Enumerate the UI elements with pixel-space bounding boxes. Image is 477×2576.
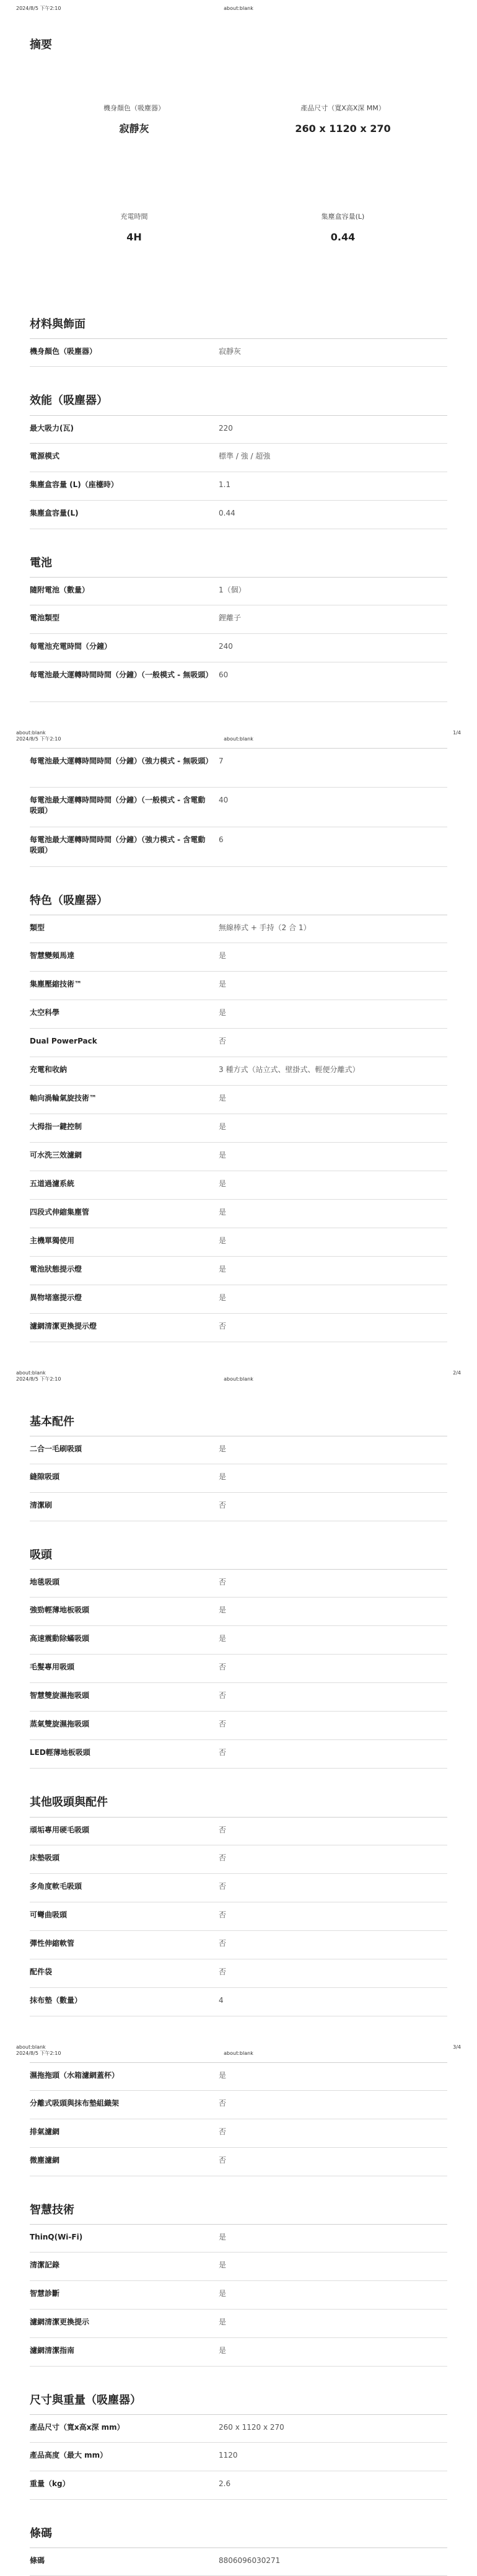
- spec-row: [30, 444, 447, 472]
- spec-key: 蒸氣雙旋濕拖吸頭: [30, 1720, 90, 1729]
- summary-item: [239, 182, 447, 291]
- summary-value: 260 x 1120 x 270: [295, 122, 391, 134]
- summary-title: 摘要: [30, 38, 52, 51]
- spec-key: Dual PowerPack: [30, 1036, 97, 1045]
- print-url: about:blank: [224, 2050, 253, 2056]
- spec-section: [0, 1795, 477, 2016]
- print-header: [0, 0, 477, 14]
- spec-key: 四段式伸縮集塵管: [30, 1207, 90, 1216]
- spec-row: [30, 748, 447, 788]
- spec-key: 毛髮專用吸頭: [30, 1663, 75, 1672]
- spec-row: [30, 2224, 447, 2253]
- spec-key: 床墊吸頭: [30, 1853, 60, 1862]
- spec-row: [30, 2471, 447, 2500]
- section-title: 智慧技術: [30, 2203, 74, 2217]
- spec-key: 智慧雙旋濕拖吸頭: [30, 1691, 90, 1700]
- spec-row: [30, 1902, 447, 1931]
- spec-value: 否: [219, 1720, 227, 1729]
- print-url: about:blank: [224, 1376, 253, 1382]
- spec-value: 否: [219, 2155, 227, 2165]
- spec-key: 五道過濾系統: [30, 1179, 75, 1188]
- spec-key: 濾網清潔更換提示燈: [30, 1321, 97, 1330]
- spec-key: 清潔記錄: [30, 2260, 60, 2269]
- spec-row: [30, 827, 447, 867]
- spec-row: [30, 943, 447, 972]
- spec-row: [30, 1029, 447, 1057]
- spec-value: 是: [219, 1444, 227, 1454]
- spec-value: 0.44: [219, 508, 235, 517]
- spec-value: 否: [219, 1938, 227, 1948]
- spec-row: [30, 415, 447, 444]
- spec-value: 是: [219, 1634, 227, 1643]
- spec-value: 否: [219, 1853, 227, 1862]
- spec-row: [30, 1436, 447, 1464]
- spec-key: 每電池最大運轉時間時間（分鐘）（強力模式 - 含電動吸頭）: [30, 835, 206, 855]
- print-url: about:blank: [16, 1369, 46, 1376]
- spec-key: 分離式吸頭與抹布墊組織架: [30, 2098, 120, 2108]
- spec-row: [30, 1740, 447, 1769]
- spec-value: 是: [219, 2232, 227, 2241]
- spec-key: 異物堵塞提示燈: [30, 1293, 82, 1302]
- spec-key: 縫隙吸頭: [30, 1472, 60, 1482]
- spec-key: 集塵壓縮技術™: [30, 979, 82, 988]
- spec-value: 8806096030271: [219, 2556, 281, 2565]
- spec-row: [30, 1712, 447, 1740]
- spec-key: 每電池最大運轉時間時間（分鐘）（一般模式 - 無吸頭）: [30, 670, 213, 679]
- print-page-number: 2/4: [453, 1369, 461, 1376]
- spec-key: 電源模式: [30, 451, 60, 460]
- summary-label: 機身顏色（吸塵器）: [103, 104, 165, 113]
- summary-value: 寂靜灰: [119, 122, 149, 134]
- spec-value: 是: [219, 1150, 227, 1159]
- spec-section: [0, 2202, 477, 2367]
- spec-value: 是: [219, 2345, 227, 2355]
- spec-value: 是: [219, 979, 227, 988]
- print-url: about:blank: [16, 729, 46, 736]
- spec-value: 240: [219, 641, 233, 651]
- print-url: about:blank: [16, 2044, 46, 2050]
- spec-value: 3 種方式（站立式、壁掛式、輕便分離式）: [219, 1065, 360, 1074]
- spec-section: [0, 2526, 477, 2576]
- spec-value: 是: [219, 2288, 227, 2298]
- spec-section: [0, 555, 477, 702]
- spec-key: 抹布墊（數量）: [30, 1995, 82, 2005]
- spec-row: [30, 1493, 447, 1521]
- spec-row: [30, 1874, 447, 1902]
- spec-value: 220: [219, 423, 233, 433]
- spec-value: 否: [219, 1321, 227, 1330]
- spec-value: 否: [219, 2098, 227, 2108]
- spec-section-continued: [0, 748, 477, 867]
- spec-key: 太空科學: [30, 1008, 60, 1017]
- section-title: 電池: [30, 556, 52, 569]
- summary-item: [239, 74, 447, 182]
- spec-row: [30, 2281, 447, 2310]
- spec-row: [30, 2119, 447, 2148]
- section-title: 尺寸與重量（吸塵器）: [30, 2393, 141, 2407]
- spec-row: [30, 1285, 447, 1314]
- spec-value: 否: [219, 1748, 227, 1757]
- spec-section: [0, 893, 477, 1342]
- spec-section: [0, 393, 477, 529]
- spec-key: 可彎曲吸頭: [30, 1910, 68, 1919]
- spec-value: 6: [219, 835, 224, 844]
- print-date: 2024/8/5 下午2:10: [16, 736, 61, 742]
- spec-value: 是: [219, 1008, 227, 1017]
- spec-row: [30, 1626, 447, 1655]
- summary-value: 4H: [126, 231, 142, 243]
- spec-key: 類型: [30, 923, 45, 932]
- spec-key: 主機單獨使用: [30, 1236, 75, 1245]
- summary-value: 0.44: [330, 231, 356, 243]
- print-date: 2024/8/5 下午2:10: [16, 6, 61, 11]
- spec-value: 標準 / 強 / 超強: [219, 451, 271, 460]
- spec-key: 產品高度（最大 mm）: [30, 2450, 108, 2460]
- spec-value: 是: [219, 1179, 227, 1188]
- summary-grid: [30, 74, 447, 291]
- spec-sections: [0, 317, 477, 2576]
- print-header: [0, 1367, 477, 1388]
- spec-key: 電池類型: [30, 613, 60, 622]
- spec-value: 是: [219, 1606, 227, 1615]
- spec-row: [30, 1655, 447, 1683]
- spec-section: [0, 2393, 477, 2500]
- spec-key: 可水洗三效濾網: [30, 1150, 82, 1159]
- print-header: [0, 2041, 477, 2062]
- spec-section: [0, 1414, 477, 1521]
- spec-row: [30, 1171, 447, 1200]
- section-title: 特色（吸塵器）: [30, 894, 108, 907]
- spec-key: 集塵盒容量 (L)（座檯時）: [30, 480, 118, 489]
- spec-key: 條碼: [30, 2556, 45, 2565]
- spec-value: 否: [219, 2127, 227, 2136]
- spec-value: 否: [219, 1663, 227, 1672]
- spec-row: [30, 1000, 447, 1029]
- spec-value: 60: [219, 670, 229, 679]
- spec-key: 濕拖拖頭（水箱濾網蓋杯）: [30, 2070, 120, 2080]
- summary-label: 產品尺寸（寬X高X深 MM）: [300, 104, 385, 113]
- spec-section: [0, 317, 477, 367]
- print-header: [0, 727, 477, 748]
- spec-row: [30, 2443, 447, 2471]
- spec-key: 強勁輕薄地板吸頭: [30, 1606, 90, 1615]
- spec-value: 是: [219, 1264, 227, 1273]
- summary-label: 集塵盒容量(L): [321, 213, 365, 221]
- spec-key: 多角度軟毛吸頭: [30, 1881, 82, 1891]
- spec-key: 排氣濾網: [30, 2127, 60, 2136]
- spec-row: [30, 2338, 447, 2367]
- section-title: 吸頭: [30, 1549, 52, 1562]
- spec-value: 1.1: [219, 480, 231, 489]
- spec-value: 是: [219, 1207, 227, 1216]
- spec-key: 智慧診斷: [30, 2288, 60, 2298]
- spec-row: [30, 634, 447, 662]
- spec-section-continued: [0, 2062, 477, 2176]
- spec-row: [30, 1464, 447, 1493]
- spec-value: 4: [219, 1995, 224, 2005]
- spec-value: 260 x 1120 x 270: [219, 2422, 284, 2432]
- spec-value: 否: [219, 1691, 227, 1700]
- spec-value: 否: [219, 1036, 227, 1045]
- spec-value: 無線棒式 + 手持（2 合 1）: [219, 923, 311, 932]
- spec-value: 是: [219, 1236, 227, 1245]
- spec-value: 40: [219, 795, 229, 804]
- spec-value: 1（個）: [219, 585, 246, 594]
- spec-key: 大拇指一鍵控制: [30, 1122, 82, 1131]
- spec-row: [30, 1257, 447, 1285]
- spec-row: [30, 1228, 447, 1257]
- spec-row: [30, 2148, 447, 2176]
- spec-value: 否: [219, 1578, 227, 1587]
- spec-key: 隨附電池（數量）: [30, 585, 90, 594]
- spec-row: [30, 472, 447, 501]
- spec-key: 每電池充電時間（分鐘）: [30, 641, 112, 651]
- print-url: about:blank: [224, 736, 253, 742]
- spec-key: 頑垢專用硬毛吸頭: [30, 1825, 90, 1834]
- section-title: 材料與飾面: [30, 318, 85, 332]
- spec-value: 是: [219, 951, 227, 960]
- spec-value: 寂靜灰: [219, 347, 242, 356]
- spec-row: [30, 2547, 447, 2576]
- spec-section: [0, 1547, 477, 1769]
- spec-row: [30, 972, 447, 1000]
- spec-row: [30, 662, 447, 702]
- spec-key: 最大吸力(瓦): [30, 423, 74, 433]
- spec-value: 是: [219, 2317, 227, 2326]
- section-title: 效能（吸塵器）: [30, 394, 108, 408]
- print-page-number: 3/4: [453, 2044, 461, 2050]
- print-url: about:blank: [224, 6, 253, 11]
- spec-row: [30, 501, 447, 529]
- spec-key: 重量（kg）: [30, 2479, 70, 2488]
- spec-key: 智慧變頻馬達: [30, 951, 75, 960]
- print-date: 2024/8/5 下午2:10: [16, 2050, 61, 2056]
- spec-key: 電池狀態提示燈: [30, 1264, 82, 1273]
- section-title: 條碼: [30, 2526, 52, 2540]
- spec-value: 是: [219, 1122, 227, 1131]
- print-date: 2024/8/5 下午2:10: [16, 1376, 61, 1382]
- spec-value: 否: [219, 1910, 227, 1919]
- spec-key: 濾網清潔指南: [30, 2345, 75, 2355]
- spec-value: 否: [219, 1825, 227, 1834]
- spec-value: 是: [219, 2070, 227, 2080]
- spec-value: 否: [219, 1881, 227, 1891]
- spec-row: [30, 1057, 447, 1086]
- spec-row: [30, 1959, 447, 1988]
- spec-row: [30, 1114, 447, 1143]
- spec-value: 否: [219, 1501, 227, 1510]
- spec-value: 是: [219, 1093, 227, 1102]
- section-title: 基本配件: [30, 1415, 74, 1428]
- spec-key: ThinQ(Wi-Fi): [30, 2232, 83, 2241]
- spec-key: 充電和收納: [30, 1065, 68, 1074]
- spec-row: [30, 1845, 447, 1874]
- spec-row: [30, 915, 447, 943]
- spec-key: 每電池最大運轉時間時間（分鐘）（一般模式 - 含電動吸頭）: [30, 795, 206, 815]
- spec-key: 集塵盒容量(L): [30, 508, 79, 517]
- spec-value: 是: [219, 1472, 227, 1482]
- spec-row: [30, 2091, 447, 2119]
- summary-label: 充電時間: [120, 213, 148, 221]
- spec-key: 濾網清潔更換提示: [30, 2317, 90, 2326]
- spec-value: 7: [219, 756, 224, 765]
- spec-row: [30, 2414, 447, 2443]
- spec-row: [30, 2062, 447, 2091]
- spec-row: [30, 1598, 447, 1626]
- spec-key: 清潔刷: [30, 1501, 53, 1510]
- spec-row: [30, 1200, 447, 1228]
- spec-key: 配件袋: [30, 1967, 53, 1976]
- spec-key: 軸向渦輪氣旋技術™: [30, 1093, 97, 1102]
- spec-value: 否: [219, 1967, 227, 1976]
- spec-key: 二合一毛刷吸頭: [30, 1444, 82, 1454]
- section-title: 其他吸頭與配件: [30, 1796, 108, 1809]
- spec-value: 鋰離子: [219, 613, 242, 622]
- spec-row: [30, 1314, 447, 1342]
- spec-row: [30, 1086, 447, 1114]
- spec-key: 高速震動除蟎吸頭: [30, 1634, 90, 1643]
- spec-row: [30, 2253, 447, 2281]
- summary-item: [30, 182, 239, 291]
- spec-value: 是: [219, 2260, 227, 2269]
- spec-row: [30, 338, 447, 367]
- spec-row: [30, 1931, 447, 1959]
- spec-key: 彈性伸縮軟管: [30, 1938, 75, 1948]
- spec-value: 1120: [219, 2450, 238, 2460]
- spec-row: [30, 577, 447, 605]
- print-page-number: 1/4: [453, 729, 461, 736]
- spec-row: [30, 788, 447, 827]
- spec-row: [30, 1817, 447, 1845]
- spec-key: 微塵濾網: [30, 2155, 60, 2165]
- spec-value: 2.6: [219, 2479, 231, 2488]
- spec-row: [30, 1683, 447, 1712]
- spec-row: [30, 2310, 447, 2338]
- spec-key: 機身顏色（吸塵器）: [30, 347, 97, 356]
- spec-row: [30, 1143, 447, 1171]
- spec-key: 每電池最大運轉時間時間（分鐘）（強力模式 - 無吸頭）: [30, 756, 213, 765]
- spec-key: LED輕薄地板吸頭: [30, 1748, 90, 1757]
- spec-value: 是: [219, 1293, 227, 1302]
- spec-row: [30, 1569, 447, 1598]
- summary-item: [30, 74, 239, 182]
- spec-key: 地毯吸頭: [30, 1578, 60, 1587]
- spec-row: [30, 1988, 447, 2016]
- spec-key: 產品尺寸（寬x高x深 mm）: [30, 2422, 125, 2432]
- spec-row: [30, 605, 447, 634]
